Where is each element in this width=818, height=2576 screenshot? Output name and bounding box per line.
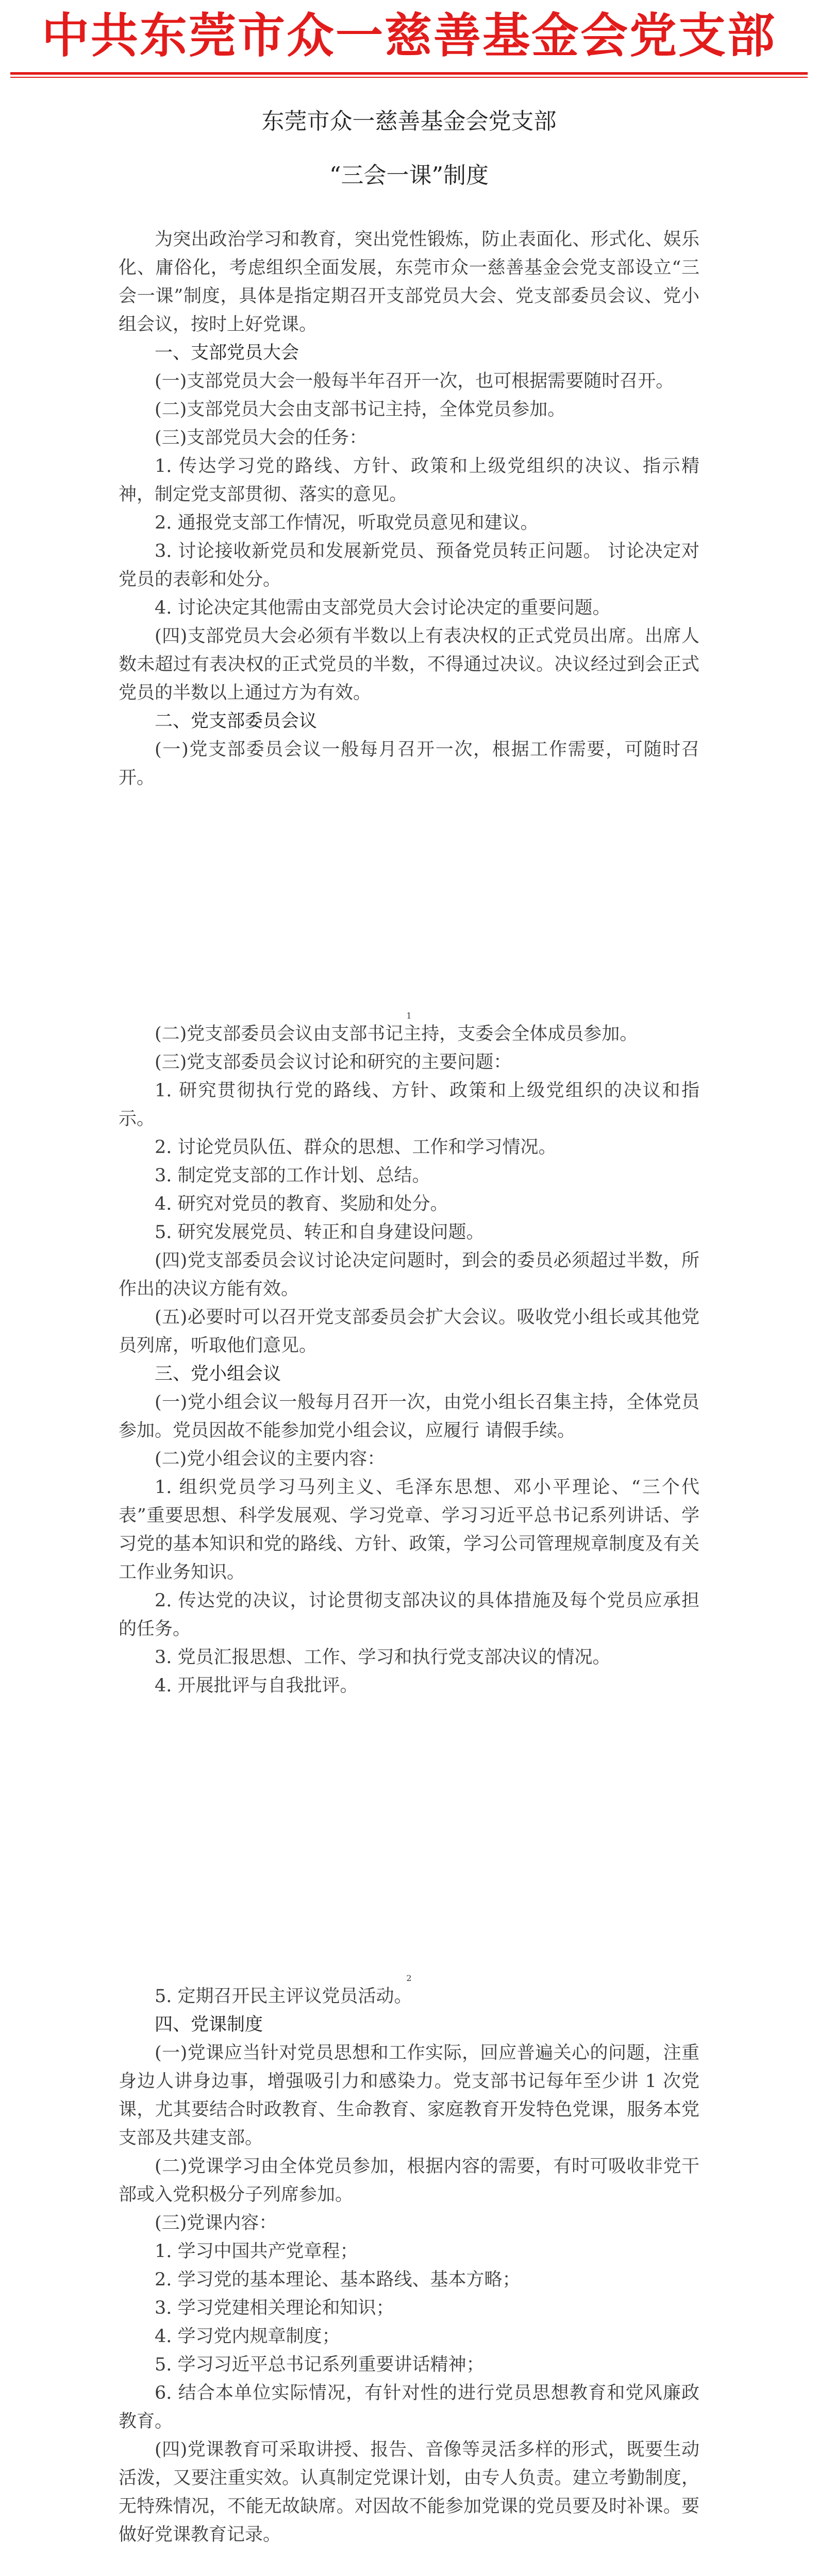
page-number: 2	[406, 1973, 412, 1983]
paragraph: 5. 研究发展党员、转正和自身建设问题。	[155, 1222, 485, 1243]
paragraph: 5. 定期召开民主评议党员活动。	[155, 1986, 412, 2007]
paragraph: (三)党课内容：	[155, 2213, 277, 2233]
paragraph: (五)必要时可以召开党支部委员会扩大会议。吸收党小组长或其他党员列席，听取他们意见。	[119, 1307, 699, 1356]
page-3-body	[119, 1982, 699, 2549]
paragraph: 3. 制定党支部的工作计划、总结。	[155, 1165, 430, 1186]
page-2-body	[119, 1020, 699, 1700]
paragraph: 1. 组织党员学习马列主义、毛泽东思想、邓小平理论、“三个代表”重要思想、科学发展观、学习党章、学习习近平总书记系列讲话、学习党的基本知识和党的路线、方针、政策，学习公司管理规章制度及有关工作业务知识。	[119, 1477, 699, 1583]
paragraph: (三)党支部委员会议讨论和研究的主要问题：	[155, 1052, 512, 1073]
paragraph: 1. 传达学习党的路线、方针、政策和上级党组织的决议、指示精神，制定党支部贯彻、落实的意见。	[119, 456, 699, 505]
paragraph: (三)支部党员大会的任务：	[155, 428, 368, 448]
paragraph: 4. 开展批评与自我批评。	[155, 1675, 358, 1696]
paragraph: (二)支部党员大会由支部书记主持，全体党员参加。	[155, 399, 566, 420]
document-title: “三会一课”制度	[329, 162, 489, 189]
section-heading: 二、党支部委员会议	[155, 711, 318, 732]
paragraph: 4. 讨论决定其他需由支部党员大会讨论决定的重要问题。	[155, 598, 611, 618]
document-banner: 中共东莞市众一慈善基金会党支部	[41, 8, 776, 63]
paragraph: 6. 结合本单位实际情况，有针对性的进行党员思想教育和党风廉政教育。	[119, 2383, 699, 2432]
paragraph: 3. 学习党建相关理论和知识；	[155, 2298, 394, 2318]
paragraph: (一)党课应当针对党员思想和工作实际，回应普遍关心的问题，注重身边人讲身边事，增强吸引力和感染力。党支部书记每年至少讲 1 次党课，尤其要结合时政教育、生命教育、家庭教育开发特色党课，服务本党支部及共建支部。	[119, 2043, 699, 2148]
paragraph: 1. 学习中国共产党章程；	[155, 2241, 358, 2262]
paragraph: 3. 讨论接收新党员和发展新党员、预备党员转正问题。 讨论决定对党员的表彰和处分。	[119, 541, 699, 590]
paragraph: 4. 研究对党员的教育、奖励和处分。	[155, 1194, 448, 1214]
banner-divider-thin	[10, 77, 808, 78]
paragraph: (二)党支部委员会议由支部书记主持，支委会全体成员参加。	[155, 1024, 638, 1044]
paragraph: 3. 党员汇报思想、工作、学习和执行党支部决议的情况。	[155, 1647, 611, 1668]
paragraph: 1. 研究贯彻执行党的路线、方针、政策和上级党组织的决议和指示。	[119, 1080, 699, 1129]
banner-divider-thick	[10, 72, 808, 75]
paragraph: (一)党支部委员会议一般每月召开一次，根据工作需要，可随时召开。	[119, 739, 699, 788]
page-1-body	[119, 226, 699, 792]
paragraph: 4. 学习党内规章制度；	[155, 2326, 340, 2347]
paragraph: 2. 讨论党员队伍、群众的思想、工作和学习情况。	[155, 1137, 557, 1158]
paragraph: 2. 学习党的基本理论、基本路线、基本方略；	[155, 2269, 521, 2290]
paragraph: 2. 通报党支部工作情况，听取党员意见和建议。	[155, 513, 539, 533]
paragraph: (二)党课学习由全体党员参加，根据内容的需要，有时可吸收非党干部或入党积极分子列席参加。	[119, 2156, 699, 2205]
paragraph: 2. 传达党的决议，讨论贯彻支部决议的具体措施及每个党员应承担的任务。	[119, 1590, 699, 1639]
page-number: 1	[406, 1011, 412, 1021]
section-heading: 一、支部党员大会	[155, 343, 299, 363]
paragraph: 为突出政治学习和教育，突出党性锻炼，防止表面化、形式化、娱乐化、庸俗化，考虑组织全面发展，东莞市众一慈善基金会党支部设立“三会一课”制度，具体是指定期召开支部党员大会、党支部委员会议、党小组会议，按时上好党课。	[119, 229, 699, 335]
paragraph: (四)支部党员大会必须有半数以上有表决权的正式党员出席。出席人数未超过有表决权的正式党员的半数，不得通过决议。决议经过到会正式党员的半数以上通过方为有效。	[119, 626, 699, 703]
paragraph: (一)党小组会议一般每月召开一次，由党小组长召集主持，全体党员参加。党员因故不能参加党小组会议，应履行 请假手续。	[119, 1392, 699, 1441]
paragraph: (二)党小组会议的主要内容：	[155, 1449, 386, 1469]
section-heading: 四、党课制度	[155, 2014, 263, 2035]
paragraph: 5. 学习习近平总书记系列重要讲话精神；	[155, 2354, 485, 2375]
org-title: 东莞市众一慈善基金会党支部	[261, 108, 557, 134]
paragraph: (四)党课教育可采取讲授、报告、音像等灵活多样的形式，既要生动活泼，又要注重实效。认真制定党课计划，由专人负责。建立考勤制度，无特殊情况，不能无故缺席。对因故不能参加党课的党员要及时补课。要做好党课教育记录。	[119, 2439, 699, 2545]
section-heading: 三、党小组会议	[155, 1364, 281, 1384]
paragraph: (四)党支部委员会议讨论决定问题时，到会的委员必须超过半数，所作出的决议方能有效。	[119, 1250, 699, 1299]
paragraph: (一)支部党员大会一般每半年召开一次，也可根据需要随时召开。	[155, 371, 674, 392]
